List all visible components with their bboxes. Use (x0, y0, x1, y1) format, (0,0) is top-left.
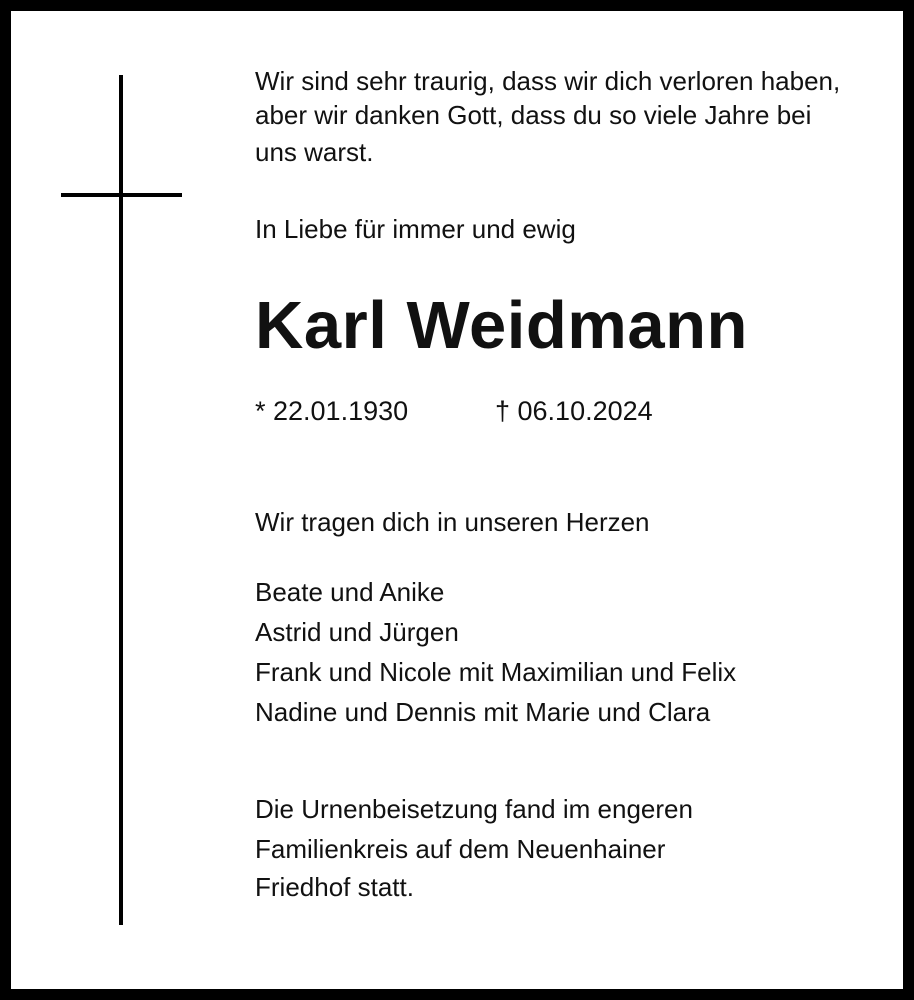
family-member-line: Astrid und Jürgen (255, 617, 459, 647)
opening-quote-line-2: aber wir danken Gott, dass du so viele Jahre bei (255, 100, 812, 130)
remembrance-line: Wir tragen dich in unseren Herzen (255, 507, 650, 537)
burial-notice-line-3: Friedhof statt. (255, 872, 414, 902)
family-member-line: Nadine und Dennis mit Marie und Clara (255, 697, 711, 727)
family-member-line: Beate und Anike (255, 577, 445, 607)
dedication-line: In Liebe für immer und ewig (255, 214, 576, 244)
birth-date: * 22.01.1930 (255, 396, 409, 426)
cross-icon-vertical-bar (119, 75, 123, 925)
opening-quote-line-1: Wir sind sehr traurig, dass wir dich verloren haben, (255, 66, 841, 96)
family-member-line: Frank und Nicole mit Maximilian und Felix (255, 657, 737, 687)
death-date: † 06.10.2024 (495, 396, 653, 426)
burial-notice-line-2: Familienkreis auf dem Neuenhainer (255, 834, 666, 864)
opening-quote-line-3: uns warst. (255, 137, 374, 167)
cross-icon-horizontal-bar (61, 193, 182, 197)
burial-notice-line-1: Die Urnenbeisetzung fand im engeren (255, 794, 693, 824)
deceased-name: Karl Weidmann (255, 288, 748, 363)
